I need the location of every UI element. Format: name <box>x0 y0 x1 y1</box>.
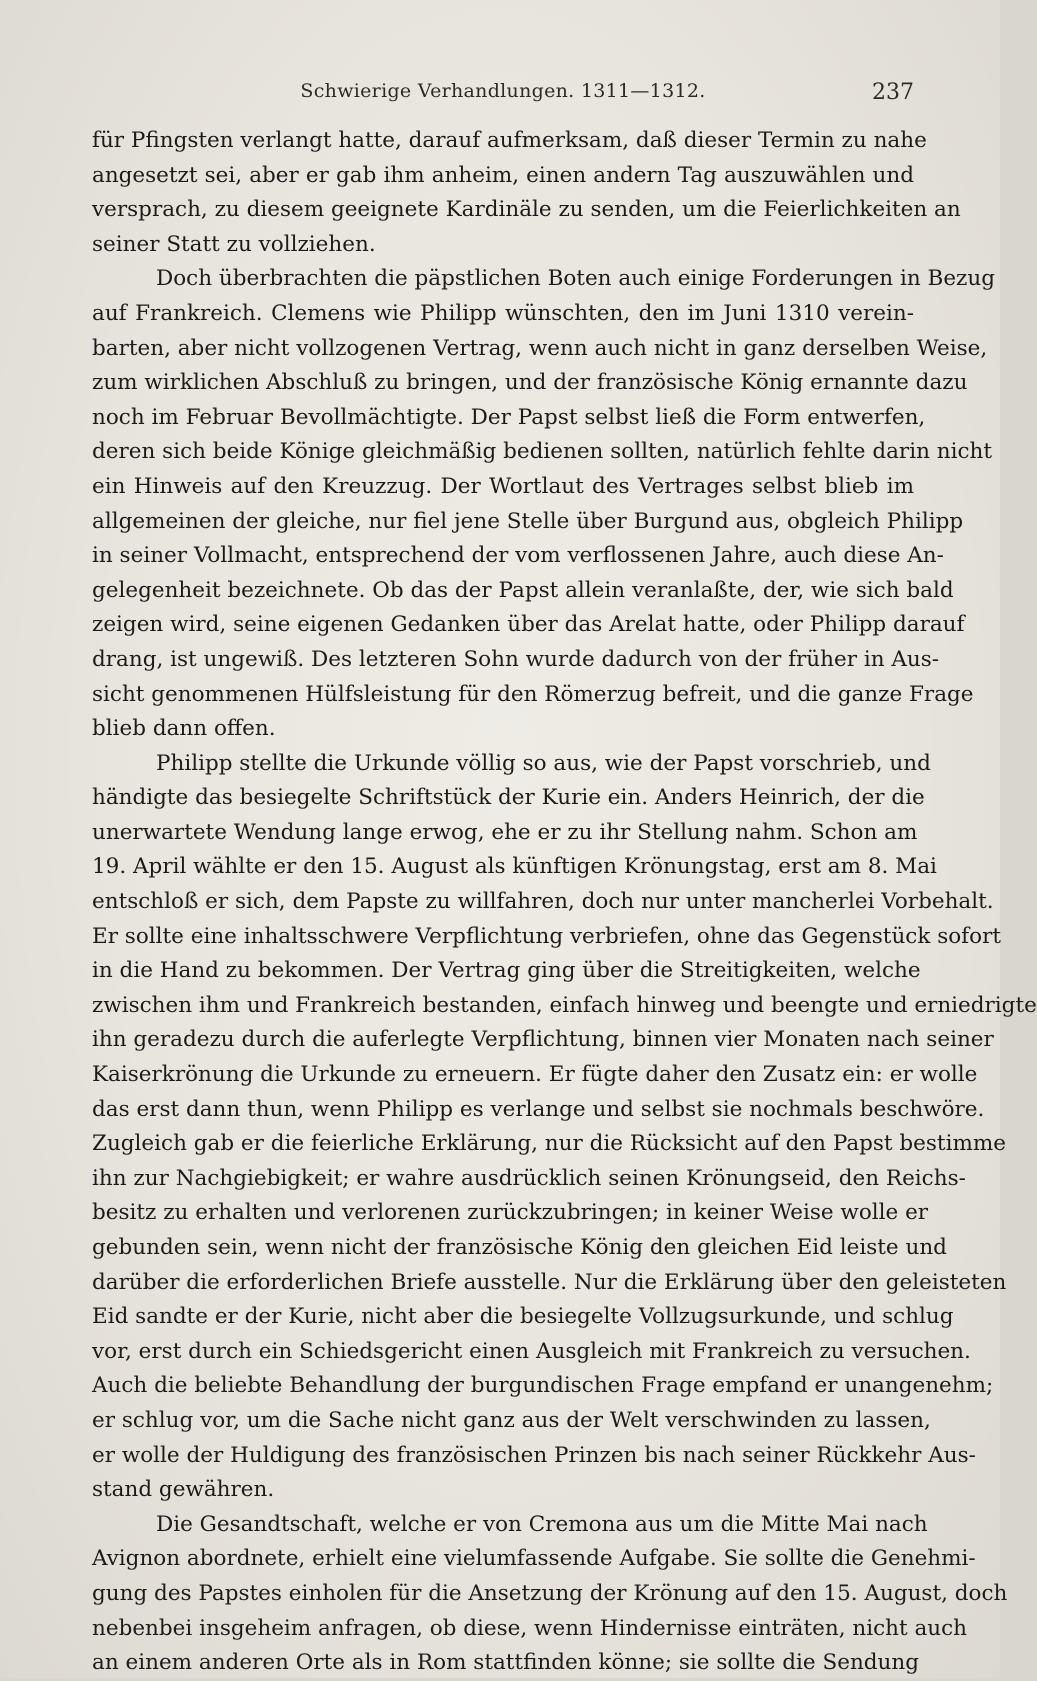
text-line: sicht genommenen Hülfsleistung für den Römerzug befreit, und die ganze Frage <box>92 681 974 707</box>
page-header <box>92 80 914 114</box>
text-line: das erst dann thun, wenn Philipp es verlange und selbst sie nochmals beschwöre. <box>92 1096 985 1122</box>
text-line: Er sollte eine inhaltsschwere Verpflichtung verbriefen, ohne das Gegenstück sofort <box>92 923 1001 949</box>
text-line: nebenbei insgeheim anfragen, ob diese, wenn Hindernisse einträten, nicht auch <box>92 1615 968 1641</box>
text-line: händigte das besiegelte Schriftstück der Kurie ein. Anders Heinrich, der die <box>92 785 925 811</box>
text-line: Philipp stellte die Urkunde völlig so aus, wie der Papst vorschrieb, und <box>156 750 931 776</box>
text-line: an einem anderen Orte als in Rom stattfinden könne; sie sollte die Sendung <box>92 1650 920 1676</box>
text-line: zeigen wird, seine eigenen Gedanken über das Arelat hatte, oder Philipp darauf <box>92 612 965 638</box>
text-line: darüber die erforderlichen Briefe ausstelle. Nur die Erklärung über den geleisteten <box>92 1269 1007 1295</box>
text-line: er schlug vor, um die Sache nicht ganz aus der Welt verschwinden zu lassen, <box>92 1407 931 1433</box>
body-text <box>92 124 1037 1681</box>
page-number: 237 <box>872 80 914 105</box>
text-line: stand gewähren. <box>92 1477 275 1503</box>
text-line: 19. April wählte er den 15. August als künftigen Krönungstag, erst am 8. Mai <box>92 854 937 880</box>
text-line: ihn zur Nachgiebigkeit; er wahre ausdrücklich seinen Krönungseid, den Reichs- <box>92 1165 966 1191</box>
text-line: ein Hinweis auf den Kreuzzug. Der Wortlaut des Vertrages selbst blieb im <box>92 473 914 499</box>
running-title: Schwierige Verhandlungen. 1311—1312. <box>300 80 706 102</box>
text-line: deren sich beide Könige gleichmäßig bedienen sollten, natürlich fehlte darin nicht <box>92 439 993 465</box>
text-line: Eid sandte er der Kurie, nicht aber die besiegelte Vollzugsurkunde, und schlug <box>92 1304 954 1330</box>
text-line: besitz zu erhalten und verlorenen zurückzubringen; in keiner Weise wolle er <box>92 1200 929 1226</box>
text-line: zum wirklichen Abschluß zu bringen, und der französische König ernannte dazu <box>92 370 968 396</box>
text-line: barten, aber nicht vollzogenen Vertrag, wenn auch nicht in ganz derselben Weise, <box>92 335 988 361</box>
text-line: Avignon abordnete, erhielt eine vielumfassende Aufgabe. Sie sollte die Genehmi- <box>92 1546 976 1572</box>
text-line: drang, ist ungewiß. Des letzteren Sohn wurde dadurch von der früher in Aus- <box>92 646 940 672</box>
text-line: Kaiserkrönung die Urkunde zu erneuern. Er fügte daher den Zusatz ein: er wolle <box>92 1062 978 1088</box>
text-line: seiner Statt zu vollziehen. <box>92 231 376 257</box>
text-line: Die Gesandtschaft, welche er von Cremona aus um die Mitte Mai nach <box>156 1511 928 1537</box>
text-line: Auch die beliebte Behandlung der burgundischen Frage empfand er unangenehm; <box>92 1373 994 1399</box>
text-line: für Pfingsten verlangt hatte, darauf aufmerksam, daß dieser Termin zu nahe <box>92 128 927 153</box>
text-line: ihn geradezu durch die auferlegte Verpflichtung, binnen vier Monaten nach seiner <box>92 1027 994 1053</box>
text-line: unerwartete Wendung lange erwog, ehe er zu ihr Stellung nahm. Schon am <box>92 819 918 845</box>
text-line: gelegenheit bezeichnete. Ob das der Papst allein veranlaßte, der, wie sich bald <box>92 577 954 603</box>
text-line: angesetzt sei, aber er gab ihm anheim, einen andern Tag auszuwählen und <box>92 162 914 188</box>
text-line: Zugleich gab er die feierliche Erklärung, nur die Rücksicht auf den Papst bestimme <box>92 1131 1006 1157</box>
text-line: gebunden sein, wenn nicht der französische König den gleichen Eid leiste und <box>92 1235 947 1260</box>
text-line: auf Frankreich. Clemens wie Philipp wünschten, den im Juni 1310 verein- <box>92 300 914 326</box>
text-line: in die Hand zu bekommen. Der Vertrag ging über die Streitigkeiten, welche <box>92 958 921 984</box>
text-line: versprach, zu diesem geeignete Kardinäle zu senden, um die Feierlichkeiten an <box>92 197 961 223</box>
text-line: noch im Februar Bevollmächtigte. Der Papst selbst ließ die Form entwerfen, <box>92 404 926 430</box>
text-line: blieb dann offen. <box>92 716 276 742</box>
text-line: allgemeinen der gleiche, nur fiel jene Stelle über Burgund aus, obgleich Philipp <box>92 508 964 534</box>
text-line: er wolle der Huldigung des französischen Prinzen bis nach seiner Rückkehr Aus- <box>92 1442 976 1468</box>
text-line: in seiner Vollmacht, entsprechend der vom verflossenen Jahre, auch diese An- <box>92 543 944 569</box>
text-line: gung des Papstes einholen für die Ansetzung der Krönung auf den 15. August, doch <box>92 1580 1008 1606</box>
text-line: Doch überbrachten die päpstlichen Boten auch einige Forderungen in Bezug <box>156 266 995 292</box>
text-line: vor, erst durch ein Schiedsgericht einen Ausgleich mit Frankreich zu versuchen. <box>92 1338 971 1364</box>
text-line: entschloß er sich, dem Papste zu willfahren, doch nur unter mancherlei Vorbehalt. <box>92 889 994 915</box>
text-line: zwischen ihm und Frankreich bestanden, einfach hinweg und beengte und erniedrigte <box>92 992 1037 1018</box>
